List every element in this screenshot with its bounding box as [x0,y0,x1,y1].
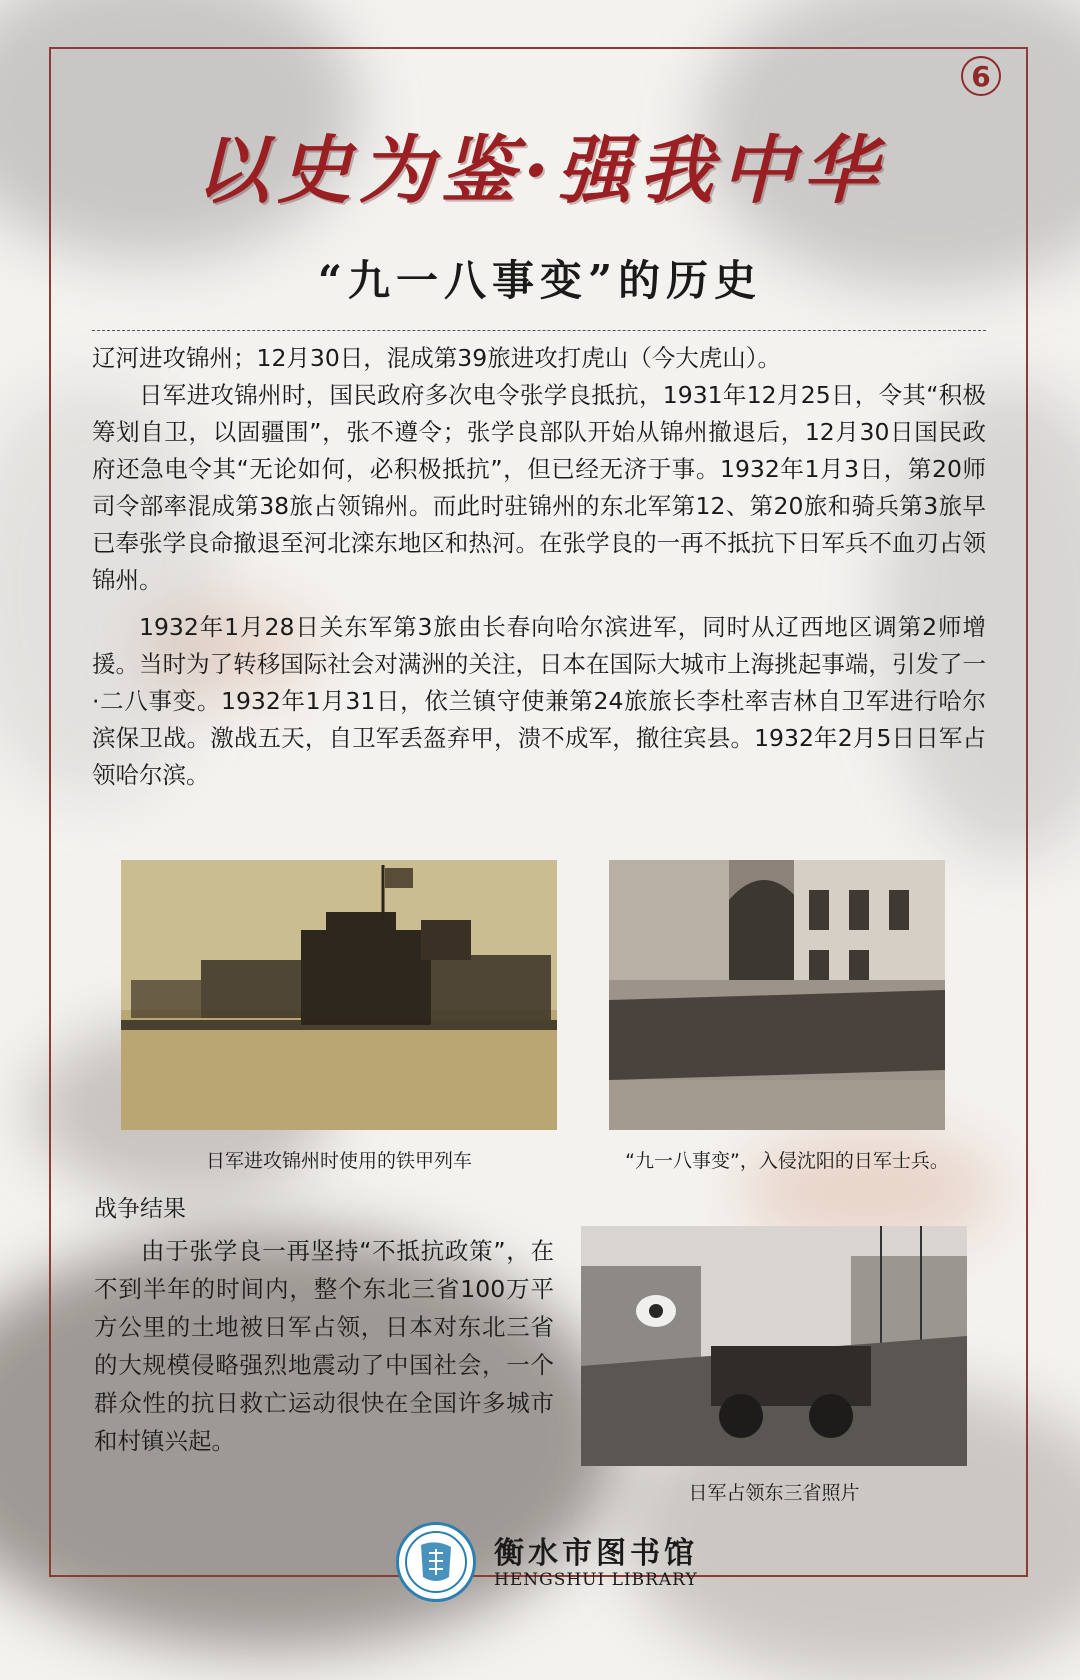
paragraph: 辽河进攻锦州；12月30日，混成第39旅进攻打虎山（今大虎山）。 [92,344,781,372]
library-logo [396,1522,476,1602]
divider [92,330,986,331]
section-heading: 战争结果 [94,1196,186,1222]
result-body [94,1232,554,1460]
paragraph: 由于张学良一再坚持“不抵抗政策”，在不到半年的时间内，整个东北三省100万平方公里的土地被日军占领，日本对东北三省的大规模侵略强烈地震动了中国社会，一个群众性的抗日救亡运动很快在全国许多城市和村镇兴起。 [94,1237,554,1455]
caption-soldiers: “九一八事变”，入侵沈阳的日军士兵。 [625,1150,949,1172]
paragraph: 日军进攻锦州时，国民政府多次电令张学良抵抗，1931年12月25日，令其“积极筹划自卫，以固疆围”，张不遵令；张学良部队开始从锦州撤退后，12月30日国民政府还急电令其“无论如何，必积极抵抗”，但已经无济于事。1932年1月3日，第20师司令部率混成第38旅占领锦州。而此时驻锦州的东北军第12、第20旅和骑兵第3旅早已奉张学良命撤退至河北滦东地区和热河。在张学良的一再不抵抗下日军兵不血刃占领锦州。 [92,381,986,594]
main-title: 以史为鉴·强我中华 [195,128,885,214]
article-body [92,340,986,794]
photo-armored-train [121,860,557,1130]
caption-armored-train: 日军进攻锦州时使用的铁甲列车 [205,1150,472,1172]
caption-occupation: 日军占领东三省照片 [688,1482,860,1504]
sub-title: “九一八事变”的历史 [317,256,763,305]
library-name-en: HENGSHUI LIBRARY [494,1570,698,1590]
paragraph: 1932年1月28日关东军第3旅由长春向哈尔滨进军，同时从辽西地区调第2师增援。当时为了转移国际社会对满洲的关注，日本在国际大城市上海挑起事端，引发了一·二八事变。1932年1月31日，依兰镇守使兼第24旅旅长李杜率吉林自卫军进行哈尔滨保卫战。激战五天，自卫军丢盔弃甲，溃不成军，撤往宾县。1932年2月5日日军占领哈尔滨。 [92,613,986,789]
armored-train-illustration [121,860,557,1130]
page-number: 6 [961,56,1001,96]
library-emblem-icon [399,1525,473,1599]
photo-soldiers [609,860,945,1130]
soldiers-illustration [609,860,945,1130]
library-name-cn: 衡水市图书馆 [494,1536,698,1571]
occupation-illustration [581,1226,967,1466]
photo-occupation [581,1226,967,1466]
